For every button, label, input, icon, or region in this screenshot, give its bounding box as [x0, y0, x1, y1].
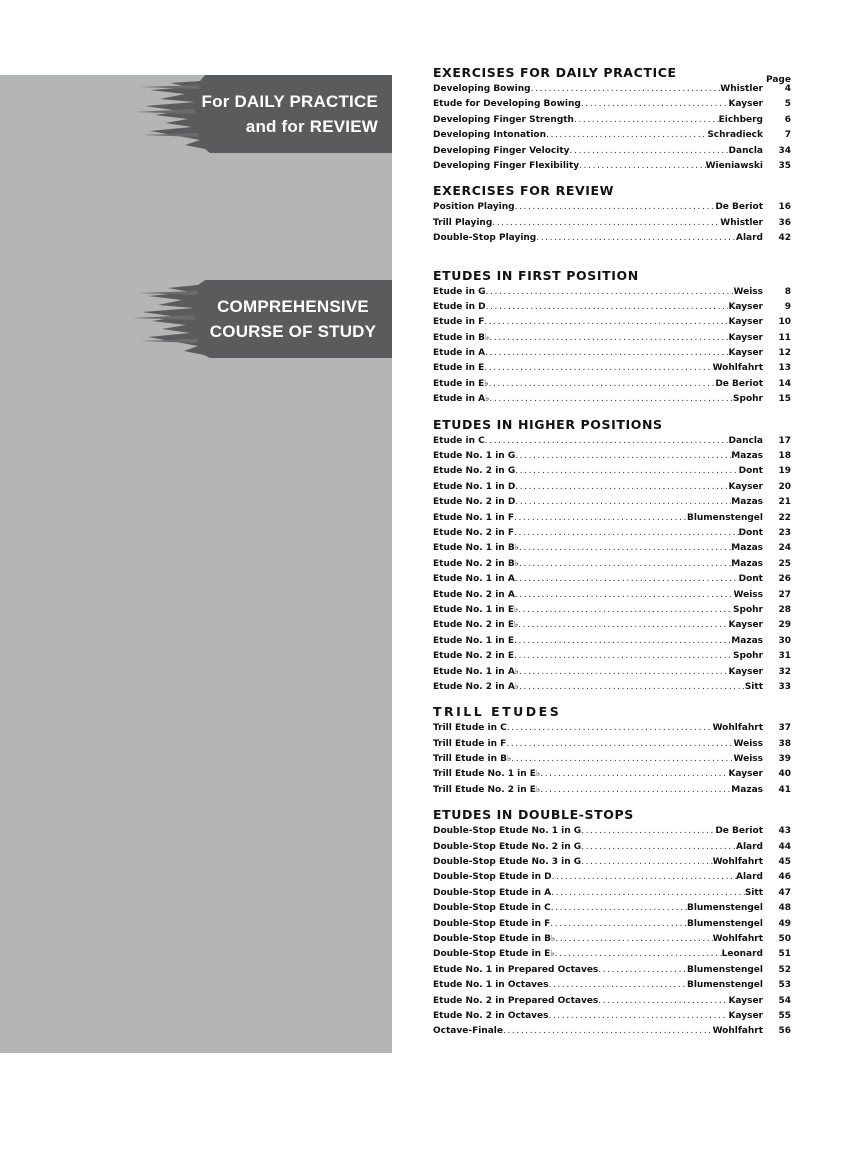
entry-title: Etude in D [433, 301, 486, 312]
entry-composer: Mazas [731, 784, 763, 795]
entry-page-number: 5 [784, 99, 791, 110]
entry-composer: Kayser [728, 99, 763, 110]
entry-page-number: 23 [778, 527, 791, 538]
dot-leader [549, 1009, 729, 1024]
toc-entry [433, 231, 791, 246]
entry-composer: Kayser [728, 317, 763, 328]
toc-entry [433, 377, 791, 392]
toc-entry [433, 82, 791, 97]
toc-entry [433, 649, 791, 664]
toc-section-title: EXERCISES FOR DAILY PRACTICE [433, 65, 677, 80]
entry-composer: Blumenstengel [686, 964, 763, 975]
entry-composer: Kayser [728, 995, 763, 1006]
entry-page-number: 31 [778, 651, 791, 662]
dot-leader [515, 464, 738, 479]
entry-title: Double-Stop Etude in D [433, 872, 552, 883]
entry-page-number: 44 [778, 841, 791, 852]
entry-page-number: 54 [778, 995, 791, 1006]
entry-title: Etude in E♭ [433, 378, 489, 389]
entry-title: Octave-Finale [433, 1026, 503, 1037]
entry-page-number: 55 [778, 1010, 791, 1021]
dot-leader [549, 978, 687, 993]
entry-title: Etude No. 2 in G [433, 466, 516, 477]
toc-section-title: ETUDES IN HIGHER POSITIONS [433, 416, 663, 432]
toc-entry [433, 947, 791, 962]
entry-composer: Blumenstengel [686, 918, 763, 929]
entry-title: Etude in A [433, 348, 486, 359]
dot-leader [518, 618, 728, 633]
entry-composer: Wohlfahrt [712, 723, 763, 734]
entry-composer: Wohlfahrt [712, 857, 763, 868]
toc-entry [433, 434, 791, 449]
entry-composer: Alard [735, 841, 763, 852]
dot-leader [514, 634, 731, 649]
toc-entry [433, 1024, 791, 1039]
dot-leader [540, 783, 731, 798]
dot-leader [489, 392, 733, 407]
dot-leader [484, 315, 728, 330]
entry-composer: Mazas [731, 497, 763, 508]
toc-entry [433, 680, 791, 695]
toc-entry [433, 994, 791, 1009]
entry-title: Etude in G [433, 286, 486, 297]
dot-leader [531, 82, 721, 97]
entry-composer: Wohlfahrt [712, 933, 763, 944]
toc-entry [433, 480, 791, 495]
entry-page-number: 16 [778, 202, 791, 213]
entry-composer: Kayser [728, 666, 763, 677]
entry-composer: Whistler [720, 217, 763, 228]
dot-leader [555, 932, 712, 947]
toc-entry [433, 588, 791, 603]
entry-title: Etude No. 2 in Octaves [433, 1010, 549, 1021]
entry-page-number: 30 [778, 635, 791, 646]
toc-entry [433, 216, 791, 231]
entry-page-number: 37 [778, 723, 791, 734]
dot-leader [506, 737, 733, 752]
dot-leader [514, 511, 687, 526]
entry-title: Trill Playing [433, 217, 493, 228]
entry-title: Double-Stop Etude in B♭ [433, 933, 556, 944]
banner-daily-line1: For DAILY PRACTICE [201, 92, 378, 111]
toc-entry [433, 824, 791, 839]
toc-entry [433, 97, 791, 112]
entry-page-number: 50 [778, 933, 791, 944]
entry-composer: Spohr [733, 651, 763, 662]
toc-entry [433, 144, 791, 159]
entry-composer: De Beriot [715, 202, 763, 213]
entry-title: Double-Stop Etude No. 3 in G [433, 857, 582, 868]
entry-title: Etude No. 2 in D [433, 497, 516, 508]
dot-leader [485, 346, 728, 361]
entry-page-number: 26 [778, 574, 791, 585]
entry-page-number: 51 [778, 949, 791, 960]
entry-page-number: 19 [778, 466, 791, 477]
toc-section-title: EXERCISES FOR REVIEW [433, 183, 615, 199]
entry-composer: Eichberg [718, 114, 763, 125]
toc-section-title: ETUDES IN FIRST POSITION [433, 267, 639, 283]
dot-leader [519, 541, 731, 556]
entry-title: Trill Etude in C [433, 723, 507, 734]
toc-entry [433, 511, 791, 526]
entry-composer: De Beriot [715, 378, 763, 389]
toc-section [433, 267, 791, 408]
toc-entry [433, 1009, 791, 1024]
entry-composer: Sitt [744, 887, 763, 898]
entry-page-number: 22 [778, 512, 791, 523]
entry-page-number: 11 [778, 332, 791, 343]
dot-leader [515, 588, 734, 603]
entry-composer: Dancla [728, 145, 763, 156]
entry-title: Trill Etude in B♭ [433, 754, 512, 765]
entry-composer: Mazas [731, 543, 763, 554]
entry-title: Etude No. 2 in E♭ [433, 620, 519, 631]
entry-title: Etude No. 1 in B♭ [433, 543, 519, 554]
entry-page-number: 32 [778, 666, 791, 677]
entry-page-number: 24 [778, 543, 791, 554]
toc-entry [433, 721, 791, 736]
entry-composer: Dont [738, 574, 763, 585]
dot-leader [598, 994, 728, 1009]
entry-composer: Kayser [728, 348, 763, 359]
entry-page-number: 17 [778, 435, 791, 446]
entry-page-number: 45 [778, 857, 791, 868]
toc-entry [433, 855, 791, 870]
entry-page-number: 20 [778, 481, 791, 492]
toc-entry [433, 159, 791, 174]
dot-leader [581, 824, 715, 839]
toc-entry [433, 634, 791, 649]
dot-leader [514, 526, 739, 541]
entry-title: Double-Stop Playing [433, 233, 537, 244]
entry-title: Position Playing [433, 202, 515, 213]
toc-entry [433, 840, 791, 855]
entry-composer: Wieniawski [705, 160, 763, 171]
entry-page-number: 12 [778, 348, 791, 359]
entry-composer: De Beriot [715, 826, 763, 837]
dot-leader [485, 434, 729, 449]
toc-entry [433, 618, 791, 633]
entry-title: Trill Etude No. 2 in E♭ [433, 784, 541, 795]
entry-composer: Kayser [728, 481, 763, 492]
toc-entry [433, 541, 791, 556]
toc-entry [433, 285, 791, 300]
entry-title: Etude No. 2 in Prepared Octaves [433, 995, 599, 1006]
toc-entry [433, 128, 791, 143]
toc-entry [433, 300, 791, 315]
dot-leader [551, 886, 745, 901]
entry-page-number: 46 [778, 872, 791, 883]
dot-leader [515, 495, 731, 510]
dot-leader [546, 128, 707, 143]
entry-composer: Wohlfahrt [712, 363, 763, 374]
entry-title: Double-Stop Etude in C [433, 903, 551, 914]
dot-leader [518, 603, 733, 618]
toc-section [433, 64, 791, 174]
banner-course-line1: COMPREHENSIVE [217, 297, 369, 316]
entry-composer: Blumenstengel [686, 512, 763, 523]
entry-page-number: 4 [784, 84, 791, 94]
entry-composer: Blumenstengel [686, 903, 763, 914]
entry-title: Etude No. 2 in A [433, 589, 515, 600]
entry-title: Etude No. 2 in E [433, 651, 514, 662]
entry-composer: Mazas [731, 558, 763, 569]
entry-title: Trill Etude in F [433, 738, 507, 749]
toc-entry [433, 200, 791, 215]
entry-title: Etude No. 2 in B♭ [433, 558, 519, 569]
entry-page-number: 34 [778, 145, 791, 156]
entry-composer: Kayser [728, 301, 763, 312]
entry-page-number: 47 [778, 887, 791, 898]
entry-page-number: 18 [778, 451, 791, 462]
entry-title: Etude in B♭ [433, 332, 490, 343]
entry-composer: Blumenstengel [686, 980, 763, 991]
entry-page-number: 43 [778, 826, 791, 837]
entry-page-number: 10 [778, 317, 791, 328]
entry-title: Developing Finger Velocity [433, 145, 570, 156]
entry-title: Developing Intonation [433, 130, 547, 141]
dot-leader [515, 480, 728, 495]
dot-leader [555, 947, 722, 962]
entry-composer: Weiss [733, 738, 763, 749]
entry-composer: Kayser [728, 332, 763, 343]
entry-page-number: 14 [778, 378, 791, 389]
toc-entry [433, 767, 791, 782]
entry-title: Developing Finger Strength [433, 114, 574, 125]
dot-leader [503, 1024, 713, 1039]
dot-leader [514, 649, 733, 664]
entry-page-number: 39 [778, 754, 791, 765]
entry-page-number: 53 [778, 980, 791, 991]
dot-leader [486, 285, 734, 300]
dot-leader [551, 901, 687, 916]
toc-entry [433, 315, 791, 330]
dot-leader [519, 680, 745, 695]
toc-entry [433, 963, 791, 978]
dot-leader [515, 200, 716, 215]
toc-entry [433, 346, 791, 361]
entry-title: Etude for Developing Bowing [433, 99, 581, 110]
entry-page-number: 38 [778, 738, 791, 749]
entry-title: Developing Bowing [433, 84, 531, 94]
entry-title: Etude No. 1 in E [433, 635, 514, 646]
toc-entry [433, 978, 791, 993]
banner-daily-text [202, 75, 378, 153]
entry-page-number: 21 [778, 497, 791, 508]
toc-entry [433, 331, 791, 346]
entry-composer: Schradieck [707, 130, 763, 141]
entry-page-number: 9 [784, 301, 791, 312]
entry-composer: Kayser [728, 620, 763, 631]
toc-entry [433, 603, 791, 618]
entry-title: Etude No. 2 in F [433, 527, 514, 538]
entry-title: Etude No. 1 in Prepared Octaves [433, 964, 599, 975]
toc-section [433, 416, 791, 696]
entry-page-number: 27 [778, 589, 791, 600]
entry-page-number: 13 [778, 363, 791, 374]
dot-leader [550, 917, 687, 932]
entry-title: Double-Stop Etude No. 1 in G [433, 826, 582, 837]
entry-page-number: 52 [778, 964, 791, 975]
entry-title: Etude No. 1 in E♭ [433, 604, 519, 615]
entry-title: Etude in C [433, 435, 485, 446]
entry-page-number: 7 [784, 130, 791, 141]
entry-title: Etude No. 1 in A♭ [433, 666, 520, 677]
toc-section [433, 703, 791, 798]
entry-composer: Leonard [721, 949, 763, 960]
toc-section [433, 806, 791, 1039]
entry-composer: Weiss [733, 754, 763, 765]
entry-title: Trill Etude No. 1 in E♭ [433, 769, 541, 780]
toc-entry [433, 665, 791, 680]
toc-entry [433, 392, 791, 407]
entry-composer: Alard [735, 233, 763, 244]
toc-entry [433, 901, 791, 916]
banner-daily-line2: and for REVIEW [245, 117, 378, 136]
toc-section-title: TRILL ETUDES [433, 704, 562, 720]
toc-entry [433, 526, 791, 541]
dot-leader [515, 572, 739, 587]
dot-leader [581, 840, 736, 855]
toc-entry [433, 752, 791, 767]
toc-entry [433, 783, 791, 798]
entry-title: Etude No. 2 in A♭ [433, 681, 520, 692]
entry-composer: Mazas [731, 451, 763, 462]
dot-leader [489, 331, 728, 346]
entry-page-number: 56 [778, 1026, 791, 1037]
sidebar-panel [0, 75, 392, 1053]
entry-title: Etude in A♭ [433, 394, 490, 405]
toc-entry [433, 449, 791, 464]
dot-leader [598, 963, 687, 978]
entry-title: Etude No. 1 in D [433, 481, 516, 492]
toc-entry [433, 113, 791, 128]
entry-page-number: 8 [784, 286, 791, 297]
dot-leader [511, 752, 733, 767]
banner-comprehensive-course [0, 280, 392, 358]
entry-composer: Dont [738, 466, 763, 477]
entry-page-number: 49 [778, 918, 791, 929]
dot-leader [579, 159, 705, 174]
toc-entry [433, 917, 791, 932]
entry-title: Etude No. 1 in A [433, 574, 515, 585]
entry-page-number: 25 [778, 558, 791, 569]
toc-entry [433, 932, 791, 947]
entry-title: Double-Stop Etude in E♭ [433, 949, 555, 960]
dot-leader [552, 870, 736, 885]
entry-composer: Kayser [728, 769, 763, 780]
toc-entry [433, 464, 791, 479]
entry-page-number: 40 [778, 769, 791, 780]
entry-composer: Sitt [744, 681, 763, 692]
entry-title: Double-Stop Etude in A [433, 887, 552, 898]
toc-entry [433, 886, 791, 901]
dot-leader [536, 231, 736, 246]
entry-title: Double-Stop Etude No. 2 in G [433, 841, 582, 852]
entry-page-number: 48 [778, 903, 791, 914]
page-column-label: Page [766, 75, 791, 85]
dot-leader [484, 361, 712, 376]
entry-composer: Dont [738, 527, 763, 538]
dot-leader [540, 767, 728, 782]
entry-composer: Weiss [733, 589, 763, 600]
entry-composer: Dancla [728, 435, 763, 446]
entry-page-number: 36 [778, 217, 791, 228]
entry-composer: Whistler [720, 84, 763, 94]
dot-leader [581, 97, 729, 112]
entry-title: Etude No. 1 in F [433, 512, 514, 523]
toc-entry [433, 870, 791, 885]
dot-leader [581, 855, 712, 870]
banner-course-line2: COURSE OF STUDY [209, 322, 377, 341]
dot-leader [489, 377, 716, 392]
toc-entry [433, 361, 791, 376]
toc-entry [433, 737, 791, 752]
banner-course-text [208, 280, 378, 358]
dot-leader [507, 721, 713, 736]
entry-composer: Alard [735, 872, 763, 883]
entry-title: Developing Finger Flexibility [433, 160, 580, 171]
entry-title: Etude No. 1 in G [433, 451, 516, 462]
entry-composer: Spohr [733, 394, 763, 405]
entry-page-number: 35 [778, 160, 791, 171]
dot-leader [492, 216, 720, 231]
entry-title: Etude in F [433, 317, 485, 328]
entry-composer: Weiss [733, 286, 763, 297]
entry-title: Etude in E [433, 363, 485, 374]
dot-leader [570, 144, 729, 159]
entry-title: Double-Stop Etude in F [433, 918, 551, 929]
entry-page-number: 6 [784, 114, 791, 125]
entry-composer: Spohr [733, 604, 763, 615]
dot-leader [519, 665, 728, 680]
entry-page-number: 29 [778, 620, 791, 631]
entry-composer: Kayser [728, 1010, 763, 1021]
toc-section [433, 182, 791, 246]
dot-leader [486, 300, 729, 315]
toc-entry [433, 557, 791, 572]
toc-section-title: ETUDES IN DOUBLE-STOPS [433, 807, 634, 823]
entry-page-number: 28 [778, 604, 791, 615]
entry-composer: Wohlfahrt [712, 1026, 763, 1037]
entry-composer: Mazas [731, 635, 763, 646]
toc-entry [433, 495, 791, 510]
dot-leader [574, 113, 719, 128]
banner-daily-practice [0, 75, 392, 153]
entry-title: Etude No. 1 in Octaves [433, 980, 549, 991]
dot-leader [519, 557, 731, 572]
entry-page-number: 15 [778, 394, 791, 405]
table-of-contents [433, 60, 791, 1040]
toc-entry [433, 572, 791, 587]
entry-page-number: 41 [778, 784, 791, 795]
entry-page-number: 42 [778, 233, 791, 244]
dot-leader [515, 449, 731, 464]
entry-page-number: 33 [778, 681, 791, 692]
